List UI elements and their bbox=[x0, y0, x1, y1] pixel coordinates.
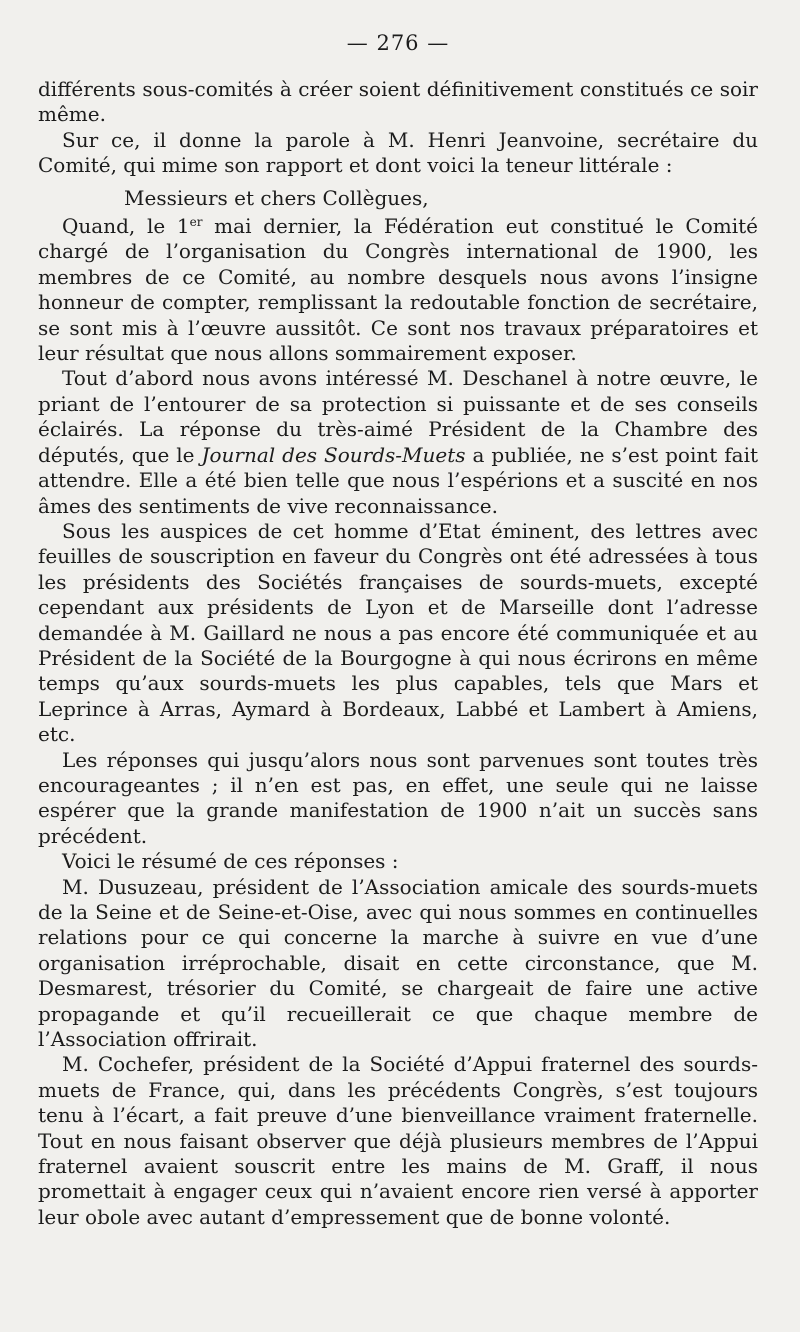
ordinal-superscript: er bbox=[189, 215, 203, 230]
paragraph-deschanel bbox=[38, 366, 758, 518]
text-segment: Tout d’abord nous avons intéressé M. Deschanel à notre œuvre, le priant de l’entourer de sa protection si puissante et de ses conseils éclairés. La réponse du très-aimé Président de la Chambre des députés, que le bbox=[38, 366, 758, 467]
text-segment: a publiée, ne s’est point fait attendre. Elle a été bien telle que nous l’espérions et a suscité en nos âmes des sentiments de vive reconnaissance. bbox=[38, 442, 758, 518]
paragraph-dusuzeau: M. Dusuzeau, président de l’Association amicale des sourds-muets de la Seine et de Seine-et-Oise, avec qui nous sommes en continuelles relations pour ce qui concerne la marche à suivre en vue d’une organisation irréprochable, disait en cette circonstance, que M. Desmarest, trésorier du Comité, se chargeait de faire une active propagande et qu’il recueillerait ce que chaque membre de l’Association offrirait. bbox=[38, 874, 758, 1052]
text-segment: mai dernier, la Fédération eut constitué le Comité chargé de l’organisation du Congrès international de 1900, les membres de ce Comité, au nombre desquels nous avons l’insigne honneur de compter, remplissant la redoutable fonction de secrétaire, se sont mis à l’œuvre aussitôt. Ce sont nos travaux préparatoires et leur résultat que nous allons sommairement exposer. bbox=[38, 214, 759, 366]
journal-title: Journal des Sourds-Muets bbox=[201, 442, 466, 467]
text-segment: Quand, le 1 bbox=[62, 214, 190, 239]
paragraph-cochefer: M. Cochefer, président de la Société d’Appui fraternel des sourds-muets de France, qui, dans les précédents Congrès, s’est toujours tenu à l’écart, a fait preuve d’une bienveillance vraiment fraternelle. Tout en nous faisant observer que déjà plusieurs membres de l’Appui fraternel avaient souscrit entre les mains de M. Graff, il nous promettait à engager ceux qui n’avaient encore rien versé à apporter leur obole avec autant d’empressement que de bonne volonté. bbox=[38, 1052, 758, 1229]
paragraph-intro: Sur ce, il donne la parole à M. Henri Jeanvoine, secrétaire du Comité, qui mime son rapport et dont voici la teneur littérale : bbox=[38, 127, 758, 178]
paragraph-letters: Sous les auspices de cet homme d’Etat éminent, des lettres avec feuilles de souscription en faveur du Congrès ont été adressées à tous les présidents des Sociétés françaises de sourds-muets, excepté cependant aux présidents de Lyon et de Marseille dont l’adresse demandée à M. Gaillard ne nous a pas encore été communiquée et au Président de la Société de la Bourgogne à qui nous écrirons en même temps qu’aux sourds-muets les plus capables, tels que Mars et Leprince à Arras, Aymard à Bordeaux, Labbé et Lambert à Amiens, etc. bbox=[38, 518, 758, 747]
paragraph-summary-heading: Voici le résumé de ces réponses : bbox=[62, 849, 399, 874]
page-number: — 276 — bbox=[346, 31, 450, 55]
paragraph-responses: Les réponses qui jusqu’alors nous sont parvenues sont toutes très encourageantes ; il n’en est pas, en effet, une seule qui ne laisse espérer que la grande manifestation de 1900 n’ait un succès sans précédent. bbox=[38, 747, 758, 848]
salutation: Messieurs et chers Collègues, bbox=[124, 185, 429, 210]
paragraph-committee bbox=[38, 214, 758, 366]
paragraph-continuation: différents sous-comités à créer soient définitivement constitués ce soir même. bbox=[38, 77, 758, 127]
